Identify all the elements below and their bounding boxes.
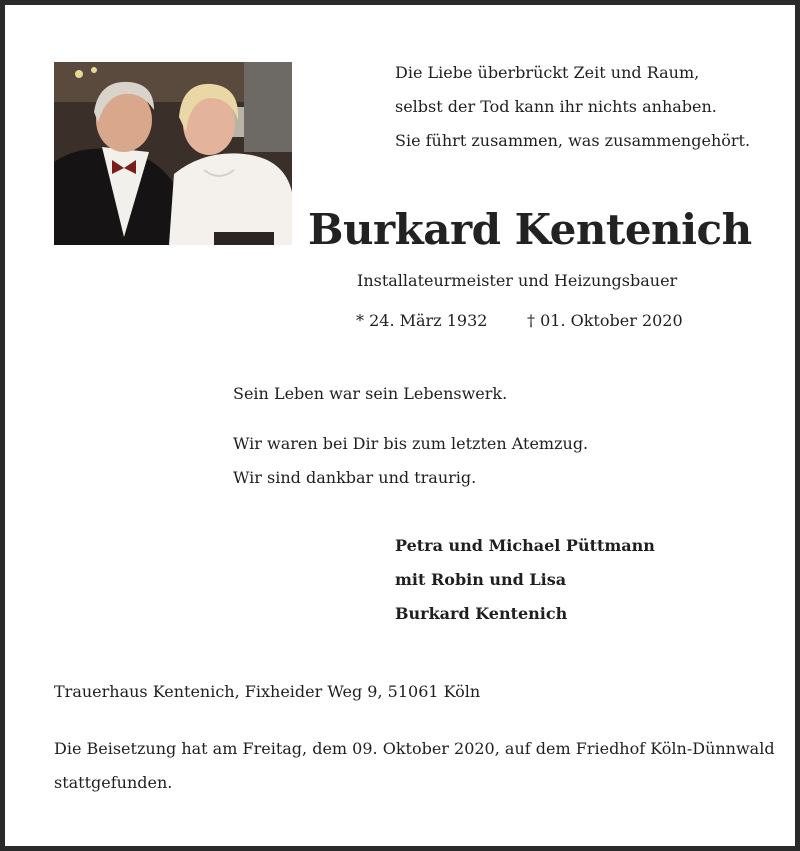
death-date: † 01. Oktober 2020 — [527, 311, 683, 330]
message-line: Sein Leben war sein Lebenswerk. — [233, 384, 508, 403]
motto-line: Sie führt zusammen, was zusammengehört. — [395, 131, 751, 150]
profession: Installateurmeister und Heizungsbauer — [357, 271, 678, 290]
motto-line: selbst der Tod kann ihr nichts anhaben. — [395, 97, 717, 116]
message-line: Wir sind dankbar und traurig. — [233, 468, 477, 487]
mourner-name: mit Robin und Lisa — [395, 570, 567, 589]
mourner-name: Petra und Michael Püttmann — [395, 536, 655, 555]
birth-date: * 24. März 1932 — [356, 311, 488, 330]
message-line: Wir waren bei Dir bis zum letzten Atemzug. — [233, 434, 589, 453]
mourning-house-address: Trauerhaus Kentenich, Fixheider Weg 9, 51061 Köln — [54, 682, 481, 701]
couple-photo — [54, 62, 292, 245]
funeral-notice: Die Beisetzung hat am Freitag, dem 09. Oktober 2020, auf dem Friedhof Köln-Dünnwald — [54, 739, 775, 758]
deceased-name: Burkard Kentenich — [308, 205, 752, 254]
funeral-notice: stattgefunden. — [54, 773, 173, 792]
mourner-name: Burkard Kentenich — [395, 604, 568, 623]
motto-line: Die Liebe überbrückt Zeit und Raum, — [395, 63, 700, 82]
